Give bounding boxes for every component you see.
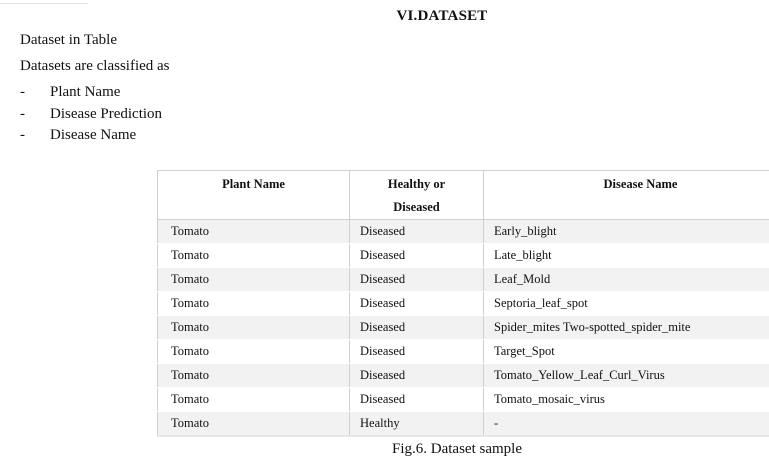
intro-line-dataset-in-table: Dataset in Table [20, 32, 117, 48]
header-plant-name: Plant Name [158, 171, 350, 220]
cell-health-status: Diseased [350, 268, 484, 292]
cell-health-status: Diseased [350, 292, 484, 316]
dataset-table [157, 170, 769, 437]
cell-health-status: Diseased [350, 364, 484, 388]
cell-health-status: Diseased [350, 340, 484, 364]
table-row [158, 316, 769, 340]
cell-plant-name: Tomato [158, 316, 350, 340]
list-dash: - [20, 84, 25, 100]
list-item-text: Disease Name [50, 127, 137, 143]
cell-disease-name: Target_Spot [484, 340, 769, 364]
list-item-text: Disease Prediction [50, 105, 163, 122]
dataset-table-container [157, 170, 769, 437]
table-row [158, 388, 769, 412]
table-row [158, 412, 769, 437]
section-title: VI.DATASET [396, 8, 488, 24]
cell-health-status: Diseased [350, 316, 484, 340]
cell-plant-name: Tomato [158, 412, 350, 437]
cell-disease-name: Late_blight [484, 244, 769, 268]
figure-caption: Fig.6. Dataset sample [392, 441, 522, 457]
top-divider [0, 3, 88, 4]
cell-disease-name: Leaf_Mold [484, 268, 769, 292]
table-header-row [158, 171, 769, 220]
cell-health-status: Diseased [350, 220, 484, 244]
cell-plant-name: Tomato [158, 268, 350, 292]
cell-plant-name: Tomato [158, 388, 350, 412]
list-item-text: Plant Name [50, 84, 121, 100]
cell-disease-name: Early_blight [484, 220, 769, 244]
list-dash: - [20, 105, 25, 122]
table-row [158, 268, 769, 292]
cell-plant-name: Tomato [158, 244, 350, 268]
table-row [158, 364, 769, 388]
cell-plant-name: Tomato [158, 340, 350, 364]
table-row [158, 340, 769, 364]
table-row [158, 244, 769, 268]
cell-health-status: Healthy [350, 412, 484, 437]
cell-disease-name: Tomato_mosaic_virus [484, 388, 769, 412]
cell-health-status: Diseased [350, 388, 484, 412]
table-row [158, 220, 769, 244]
cell-disease-name: - [484, 412, 769, 437]
list-dash: - [20, 127, 25, 143]
cell-plant-name: Tomato [158, 292, 350, 316]
cell-disease-name: Spider_mites Two-spotted_spider_mite [484, 316, 769, 340]
table-body [158, 220, 769, 437]
header-disease-name: Disease Name [484, 171, 769, 220]
cell-disease-name: Septoria_leaf_spot [484, 292, 769, 316]
table-row [158, 292, 769, 316]
header-healthy-or-diseased: Healthy or Diseased [350, 171, 484, 220]
cell-disease-name: Tomato_Yellow_Leaf_Curl_Virus [484, 364, 769, 388]
intro-line-classified-as: Datasets are classified as [20, 58, 170, 74]
cell-health-status: Diseased [350, 244, 484, 268]
cell-plant-name: Tomato [158, 364, 350, 388]
cell-plant-name: Tomato [158, 220, 350, 244]
